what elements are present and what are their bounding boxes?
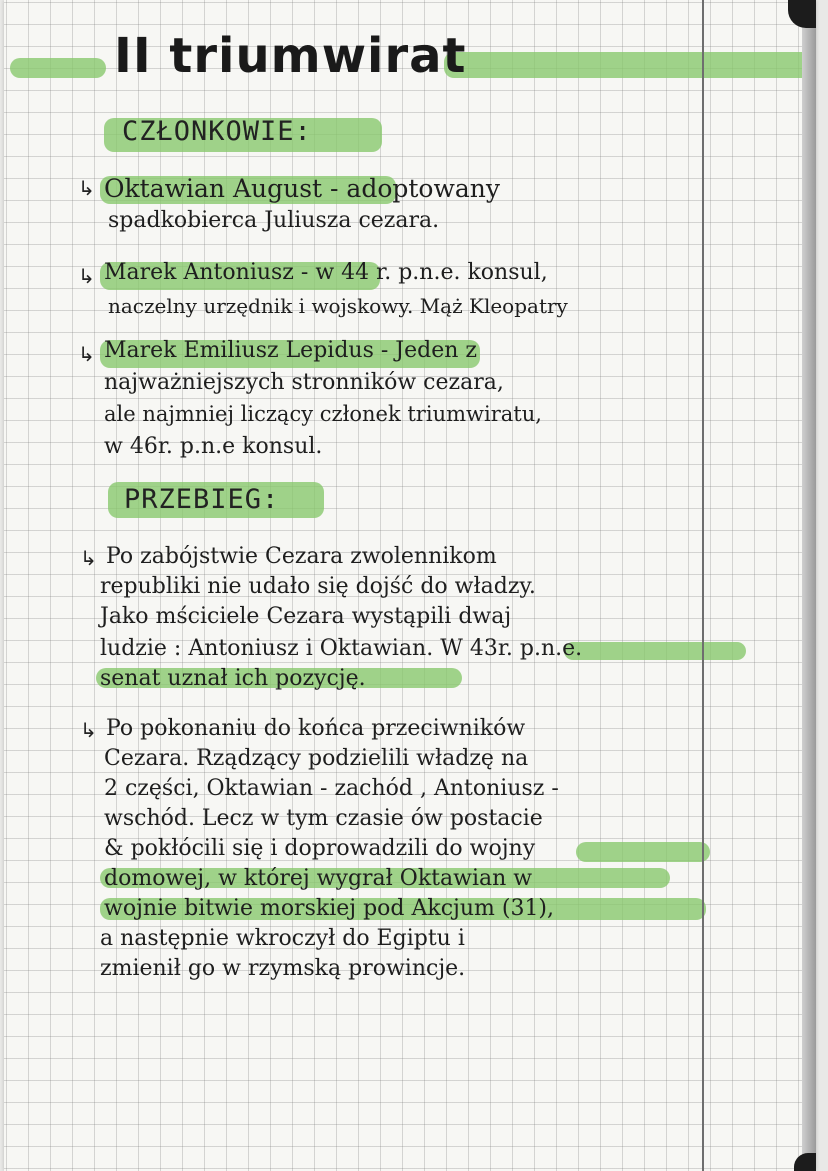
page-edge (802, 0, 816, 1171)
binder-corner-top (788, 0, 816, 28)
member-line: Marek Antoniusz - w 44 r. p.n.e. konsul, (104, 260, 548, 285)
course-line: Jako mściciele Cezara wystąpili dwaj (100, 604, 512, 629)
arrow-right-icon: ↳ (80, 718, 97, 742)
binder-corner-bottom (794, 1153, 816, 1171)
course-line: 2 części, Oktawian - zachód , Antoniusz - (104, 776, 559, 801)
course-line: ludzie : Antoniusz i Oktawian. W 43r. p.n.e. (100, 636, 583, 661)
course-line: domowej, w której wygrał Oktawian w (104, 866, 533, 891)
course-line: & pokłócili się i doprowadzili do wojny (104, 836, 536, 861)
member-line: Oktawian August - adoptowany (104, 174, 501, 203)
arrow-right-icon: ↳ (80, 546, 97, 570)
course-line: Po zabójstwie Cezara zwolennikom (106, 544, 497, 569)
course-line: zmienił go w rzymską prowincje. (100, 956, 466, 981)
arrow-right-icon: ↳ (78, 176, 95, 200)
course-line: Cezara. Rządzący podzielili władzę na (104, 746, 529, 771)
course-line: a następnie wkroczył do Egiptu i (100, 926, 465, 951)
title-highlight-left (10, 58, 106, 78)
member-line: naczelny urzędnik i wojskowy. Mąż Kleopatry (108, 294, 568, 318)
member-line: ale najmniej liczący członek triumwiratu, (104, 402, 542, 426)
course-heading: PRZEBIEG: (124, 484, 280, 515)
course-line: wojnie bitwie morskiej pod Akcjum (31), (104, 896, 555, 921)
arrow-right-icon: ↳ (78, 342, 95, 366)
arrow-right-icon: ↳ (78, 264, 95, 288)
title-highlight-right (444, 52, 812, 78)
members-heading: CZŁONKOWIE: (122, 116, 312, 147)
war-highlight-1 (576, 842, 710, 862)
course-line: Po pokonaniu do końca przeciwników (106, 716, 526, 741)
member-line: spadkobierca Juliusza cezara. (108, 208, 440, 233)
member-line: Marek Emiliusz Lepidus - Jeden z (104, 338, 477, 363)
page-title: II triumwirat (114, 28, 467, 84)
course-line: senat uznał ich pozycję. (100, 666, 366, 691)
margin-line (702, 0, 704, 1171)
member-line: najważniejszych stronników cezara, (104, 370, 504, 395)
notebook-page (4, 0, 816, 1171)
course-line: wschód. Lecz w tym czasie ów postacie (104, 806, 543, 831)
member-line: w 46r. p.n.e konsul. (104, 434, 323, 459)
course-line: republiki nie udało się dojść do władzy. (100, 574, 536, 599)
senate-highlight-1 (564, 642, 746, 660)
